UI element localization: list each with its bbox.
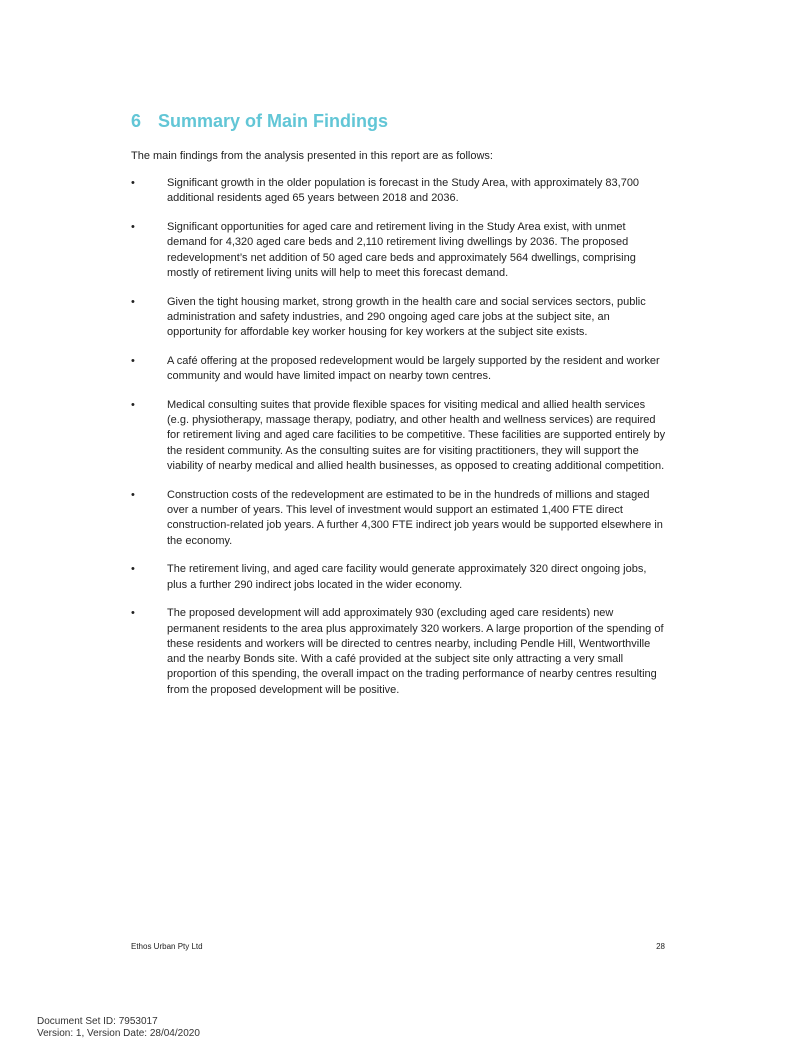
finding-text: Significant opportunities for aged care and retirement living in the Study Area exist, with unmet demand for 4,320 aged care beds and 2,110 retirement living dwellings by 2036. The proposed redevelopment’s net addition of 50 aged care beds and approximately 564 dwellings, comprising mostly of retirement living units will help to meet this forecast demand. [167, 220, 636, 279]
bullet-icon: • [131, 295, 135, 308]
finding-text: The retirement living, and aged care facility would generate approximately 320 direct ongoing jobs, plus a further 290 indirect jobs located in the wider economy. [167, 563, 647, 591]
section-title: Summary of Main Findings [158, 111, 389, 131]
intro-paragraph: The main findings from the analysis presented in this report are as follows: [131, 150, 493, 162]
finding-item [131, 295, 667, 341]
bullet-icon: • [131, 177, 135, 189]
finding-text: A café offering at the proposed redevelopment would be largely supported by the resident and worker community and would have limited impact on nearby town centres. [167, 354, 660, 383]
finding-text: Given the tight housing market, strong growth in the health care and social services sectors, public administration and safety industries, and 290 ongoing aged care jobs at the subject site, an opportunity for affordable key worker housing for key workers at the subject site exists. [167, 295, 646, 339]
bullet-icon: • [131, 398, 135, 411]
document-set-info [37, 1016, 200, 1040]
finding-item [131, 562, 667, 593]
finding-text: Significant growth in the older population is forecast in the Study Area, with approximately 83,700 additional residents aged 65 years between 2018 and 2036. [167, 177, 640, 205]
finding-item [131, 220, 667, 281]
finding-item [131, 354, 667, 385]
finding-text: The proposed development will add approximately 930 (excluding aged care residents) new permanent residents to the area plus approximately 320 workers. A large proportion of the spending of these residents and workers will be directed to centres nearby, including Pendle Hill, Wentworthville and the nearby Bonds site. With a café provided at the subject site only attracting a very small proportion of this spending, the overall impact on the trading performance of nearby centres resulting from the proposed development will be positive. [167, 607, 664, 696]
finding-item [131, 488, 667, 549]
document-set-id: Document Set ID: 7953017 [37, 1016, 158, 1027]
footer-page-number: 28 [656, 942, 665, 951]
finding-item [131, 398, 667, 474]
findings-list [131, 176, 667, 711]
bullet-icon: • [131, 220, 135, 233]
bullet-icon: • [131, 607, 135, 620]
finding-item [131, 176, 667, 207]
finding-item [131, 606, 667, 698]
section-number: 6 [131, 111, 142, 131]
section-heading [131, 111, 388, 132]
finding-text: Medical consulting suites that provide flexible spaces for visiting medical and allied health services (e.g. physiotherapy, massage therapy, podiatry, and other health and wellness services) are required for retirement living and aged care facilities to be competitive. These facilities are supported entirely by the resident community. As the consulting suites are for visiting practitioners, they will support the viability of nearby medical and allied health businesses, as opposed to creating additional competition. [167, 398, 666, 473]
footer-company: Ethos Urban Pty Ltd [131, 942, 203, 951]
bullet-icon: • [131, 354, 135, 367]
document-version: Version: 1, Version Date: 28/04/2020 [37, 1028, 200, 1039]
bullet-icon: • [131, 563, 135, 576]
bullet-icon: • [131, 488, 135, 501]
finding-text: Construction costs of the redevelopment are estimated to be in the hundreds of millions and staged over a number of years. This level of investment would support an estimated 1,400 FTE direct construction-related job years. A further 4,300 FTE indirect job years would be supported elsewhere in the economy. [167, 488, 663, 547]
